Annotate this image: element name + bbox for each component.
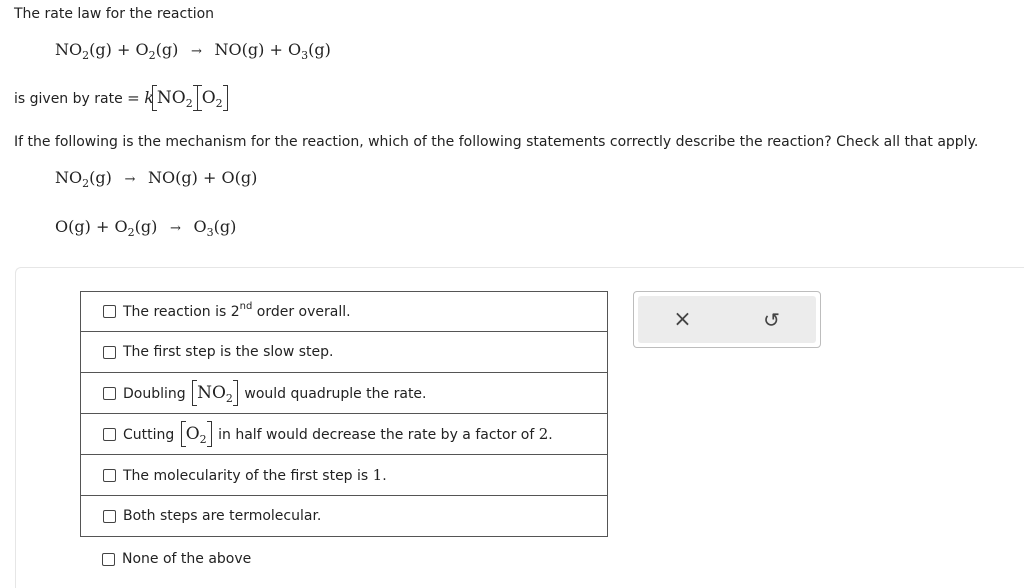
overall-reaction-equation: $NO_2(g) + O_2(g) \to NO(g) + O_3(g)$ [55,40,331,62]
rate-law-term-no2: $NO_2$ [154,88,196,108]
option-label: Both steps are termolecular. [123,508,322,524]
rate-law-term-o2: $O_2$ [199,88,226,108]
reaction-arrow-icon: → [190,44,202,59]
undo-icon: ↺ [763,307,780,332]
option-doubling-no2[interactable] [80,373,608,414]
mechanism-step-1: $NO_2(g) \to NO(g) + O(g)$ [55,168,258,190]
option-label: None of the above [122,551,252,567]
option-cutting-o2[interactable] [80,414,608,455]
checkbox[interactable] [103,469,116,482]
option-first-step-slow[interactable] [80,332,608,373]
rate-law: is given by rate = k $NO_2$ $O_2$ [14,88,226,108]
option-termolecular[interactable] [80,496,608,537]
checkbox[interactable] [103,428,116,441]
checkbox[interactable] [103,387,116,400]
reaction-arrow-icon: → [169,221,181,236]
question-text: If the following is the mechanism for the reaction, which of the following statements correctly describe the reaction? Check all that apply. [14,134,979,150]
intro-text: The rate law for the reaction [14,6,215,22]
mechanism-step-2: $O(g) + O_2(g) \to O_3(g)$ [55,217,237,239]
options-list [80,291,608,537]
option-label: The reaction is 2nd order overall. [123,300,351,320]
close-icon: × [673,307,692,332]
option-molecularity[interactable] [80,455,608,496]
reaction-arrow-icon: → [124,172,136,187]
checkbox[interactable] [102,553,115,566]
undo-button[interactable] [757,305,787,335]
option-label: Doubling $NO_2$ would quadruple the rate. [123,383,427,405]
checkbox[interactable] [103,510,116,523]
checkbox[interactable] [103,305,116,318]
checkbox[interactable] [103,346,116,359]
option-label: Cutting $O_2$ in half would decrease the rate by a factor of 2. [123,424,553,446]
option-label: The molecularity of the first step is 1. [123,466,387,484]
clear-button[interactable] [668,305,698,335]
option-second-order[interactable] [80,291,608,332]
option-label: The first step is the slow step. [123,344,334,360]
answer-tools [633,291,821,348]
option-none-of-the-above[interactable] [102,551,251,567]
